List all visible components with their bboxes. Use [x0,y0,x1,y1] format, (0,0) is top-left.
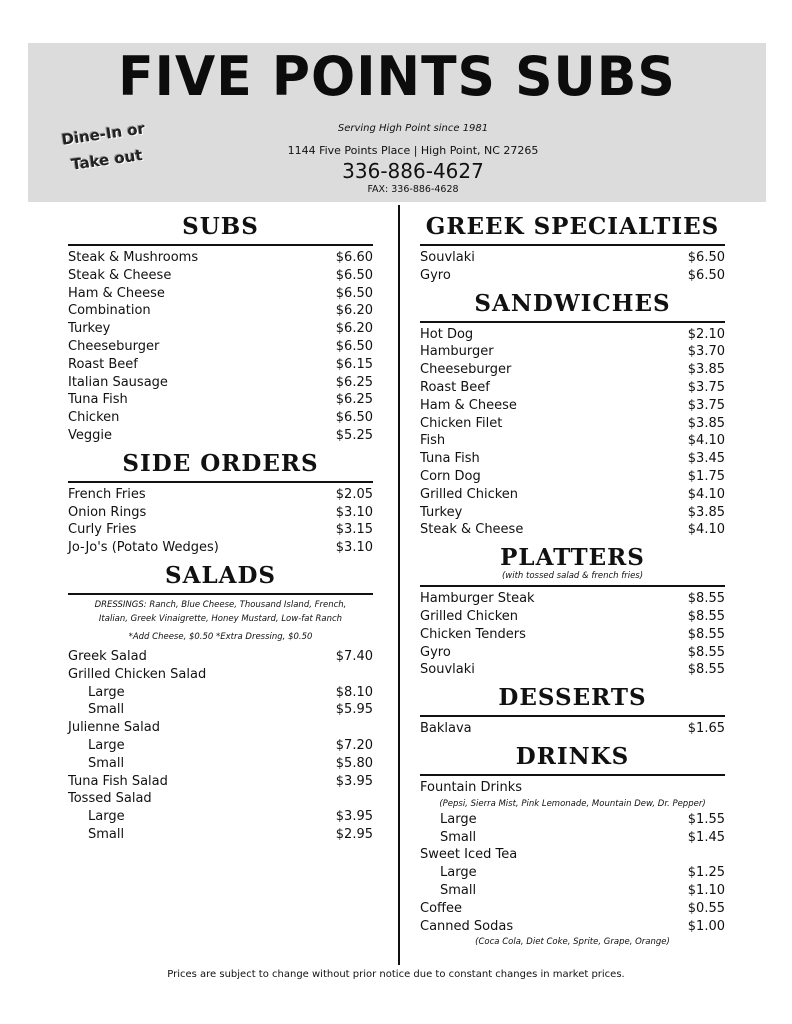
item-price: $0.55 [687,900,725,916]
item-name: Onion Rings [68,504,147,520]
platters-note: (with tossed salad & french fries) [501,571,644,582]
dine-in-badge [47,114,163,181]
item-name: Tuna Fish Salad [68,773,168,789]
price-disclaimer: Prices are subject to change without prior notice due to constant changes in market prices. [167,969,625,980]
item-name: Small [440,882,477,898]
item-price: $7.20 [335,737,373,753]
item-price: $8.55 [687,626,725,642]
serving-since: Serving High Point since 1981 [337,123,489,134]
right-column [420,208,725,949]
menu-item [68,356,373,374]
menu-item [420,626,725,644]
item-name: Gyro [420,267,451,283]
menu-item [420,720,725,738]
item-name: Curly Fries [68,522,137,538]
menu-item [420,811,725,829]
item-price: $5.80 [335,755,373,771]
fax-number: FAX: 336-886-4628 [367,184,459,195]
menu-item [420,468,725,486]
menu-item [420,590,725,608]
section-title-salads: SALADS [164,561,277,589]
menu-item [68,773,373,791]
menu-item [420,415,725,433]
sodas-note: (Coca Cola, Diet Coke, Sprite, Grape, Orange) [475,937,670,948]
item-name: Chicken [68,410,120,426]
item-name: Fish [420,433,446,449]
item-name: Italian Sausage [68,374,168,390]
item-price: $1.65 [687,721,725,737]
item-name: Corn Dog [420,468,481,484]
menu-item [420,486,725,504]
section-rule [420,585,725,587]
menu-item [420,779,725,797]
fountain-note: (Pepsi, Sierra Mist, Pink Lemonade, Mountain Dew, Dr. Pepper) [439,798,706,809]
item-price: $1.45 [687,829,725,845]
item-price: $4.10 [687,433,725,449]
section-title-greek: GREEK SPECIALTIES [425,213,720,240]
item-price: $2.95 [335,826,373,842]
menu-item [68,267,373,285]
salads-list [68,648,373,844]
item-price: $3.70 [687,344,725,360]
side-orders-list [68,486,373,557]
item-price: $4.10 [687,522,725,538]
item-price: $5.95 [335,702,373,718]
dine-in-line2: Take out [70,145,144,174]
menu-item [420,397,725,415]
item-name: Tuna Fish [68,392,128,408]
menu-item [420,608,725,626]
item-price: $1.25 [687,865,725,881]
item-name: Hamburger Steak [420,591,535,607]
item-price [333,719,373,737]
desserts-list [420,720,725,738]
item-name: Souvlaki [420,662,475,678]
section-rule [420,774,725,776]
item-price: $3.75 [687,379,725,395]
left-column [68,208,373,844]
item-name: Roast Beef [420,379,490,395]
item-name: Chicken Tenders [420,626,526,642]
item-price: $1.75 [687,468,725,484]
item-name: Cheeseburger [420,362,512,378]
sandwiches-list [420,326,725,540]
section-rule [420,244,725,246]
section-title-side-orders: SIDE ORDERS [122,449,319,477]
menu-item [68,701,373,719]
menu-item [420,379,725,397]
phone-number: 336-886-4627 [342,159,484,183]
menu-item [420,343,725,361]
item-price: $6.50 [335,267,373,283]
address: 1144 Five Points Place | High Point, NC 27265 [287,144,539,157]
menu-item [420,882,725,900]
item-name: Gyro [420,644,451,660]
section-title-platters: PLATTERS [500,544,645,572]
item-price: $1.00 [687,918,725,934]
menu-item [420,644,725,662]
item-price: $6.20 [335,303,373,319]
section-rule [420,715,725,717]
greek-list [420,249,725,285]
menu-item [68,755,373,773]
section-rule [68,244,373,246]
menu-item [68,338,373,356]
item-name: Steak & Cheese [68,267,172,283]
item-price: $3.95 [335,773,373,789]
item-name: Small [440,829,477,845]
menu-item [420,249,725,267]
item-name: Julienne Salad [68,720,160,736]
item-name: Chicken Filet [420,415,503,431]
item-price: $6.15 [335,356,373,372]
menu-item [420,504,725,522]
item-name: Canned Sodas [420,918,514,934]
item-price: $1.10 [687,882,725,898]
item-name: Large [88,684,125,700]
item-price: $6.50 [335,410,373,426]
platters-list [420,590,725,679]
menu-item [420,432,725,450]
item-price: $1.55 [687,811,725,827]
menu-item [420,846,725,864]
item-price: $2.05 [335,486,373,502]
item-price: $6.60 [335,250,373,265]
section-title-sandwiches: SANDWICHES [474,289,671,317]
item-price: $8.55 [687,608,725,624]
item-name: Hot Dog [420,326,474,342]
item-price: $8.55 [687,591,725,607]
item-price: $6.25 [335,392,373,408]
item-price: $6.50 [687,250,725,265]
menu-item [68,648,373,666]
menu-item [68,249,373,267]
dressings-line1: DRESSINGS: Ranch, Blue Cheese, Thousand Island, French, [94,599,347,610]
menu-item [68,521,373,539]
menu-item [68,409,373,427]
item-name: Turkey [420,504,463,520]
drinks-list [420,779,725,949]
item-name: Tossed Salad [68,791,152,807]
item-name: Small [88,755,125,771]
item-name: Coffee [420,900,462,916]
menu-item [68,427,373,445]
section-rule [68,593,373,595]
item-name: Grilled Chicken [420,486,519,502]
item-price [333,666,373,684]
item-price: $3.85 [687,362,725,378]
menu-item [420,326,725,344]
menu-item [420,661,725,679]
restaurant-name: FIVE POINTS SUBS [118,45,676,109]
item-name: Large [88,809,125,825]
menu-item [68,826,373,844]
dressings-line2: Italian, Greek Vinaigrette, Honey Mustard, Low-fat Ranch [98,613,343,624]
item-name: Tuna Fish [420,451,480,467]
menu-item [68,302,373,320]
item-price: $3.10 [335,540,373,556]
item-name: Small [88,826,125,842]
menu-item [68,790,373,808]
section-rule [68,481,373,483]
item-price: $3.75 [687,397,725,413]
item-price: $8.55 [687,644,725,660]
item-price: $3.85 [687,415,725,431]
item-price: $5.25 [335,427,373,443]
item-price: $8.10 [335,684,373,700]
item-name: Grilled Chicken [420,608,519,624]
menu-item [420,267,725,285]
item-name: Small [88,702,125,718]
item-price [333,790,373,808]
item-name: Roast Beef [68,356,138,372]
item-price: $2.10 [687,326,725,342]
item-name: Grilled Chicken Salad [68,666,207,682]
menu-item [420,918,725,936]
item-price: $3.95 [335,809,373,825]
item-name: French Fries [68,486,146,502]
subs-list [68,249,373,445]
item-name: Jo-Jo's (Potato Wedges) [68,540,219,556]
item-price: $6.20 [335,321,373,337]
menu-item [68,737,373,755]
menu-item [420,361,725,379]
item-name: Large [440,865,477,881]
menu-header [28,43,766,202]
item-price: $3.85 [687,504,725,520]
menu-item [68,666,373,684]
item-name: Ham & Cheese [420,397,517,413]
item-price: $4.10 [687,486,725,502]
menu-item [68,719,373,737]
menu-item [420,521,725,539]
menu-item [68,391,373,409]
item-name: Steak & Cheese [420,522,524,538]
column-divider [398,205,400,965]
item-name: Large [440,811,477,827]
section-title-desserts: DESSERTS [498,684,647,712]
menu-item [68,684,373,702]
menu-item [420,450,725,468]
item-price: $7.40 [335,648,373,664]
item-name: Sweet Iced Tea [420,847,518,863]
item-price: $3.15 [335,522,373,538]
menu-item [68,374,373,392]
item-price: $6.50 [687,267,725,283]
section-title-subs: SUBS [182,213,259,240]
item-price: $3.10 [335,504,373,520]
menu-item [68,808,373,826]
item-name: Steak & Mushrooms [68,250,199,265]
item-name: Ham & Cheese [68,285,165,301]
item-name: Veggie [68,427,112,443]
item-name: Cheeseburger [68,338,160,354]
menu-item [420,900,725,918]
item-price: $8.55 [687,662,725,678]
item-price: $6.25 [335,374,373,390]
menu-item [68,504,373,522]
item-name: Fountain Drinks [420,779,523,795]
item-price: $6.50 [335,285,373,301]
item-name: Greek Salad [68,648,147,664]
item-name: Baklava [420,721,472,737]
section-title-drinks: DRINKS [515,742,630,770]
menu-item [68,539,373,557]
item-name: Large [88,737,125,753]
menu-item [420,829,725,847]
item-name: Souvlaki [420,250,475,265]
item-name: Hamburger [420,344,494,360]
item-name: Turkey [68,321,111,337]
dressings-note [68,598,373,644]
dine-in-line1: Dine-In or [60,119,146,149]
menu-item [68,285,373,303]
menu-item [68,486,373,504]
item-name: Combination [68,303,151,319]
extras-note: *Add Cheese, $0.50 *Extra Dressing, $0.50 [128,631,313,642]
item-price: $6.50 [335,338,373,354]
menu-item [68,320,373,338]
item-price: $3.45 [687,451,725,467]
menu-item [420,864,725,882]
